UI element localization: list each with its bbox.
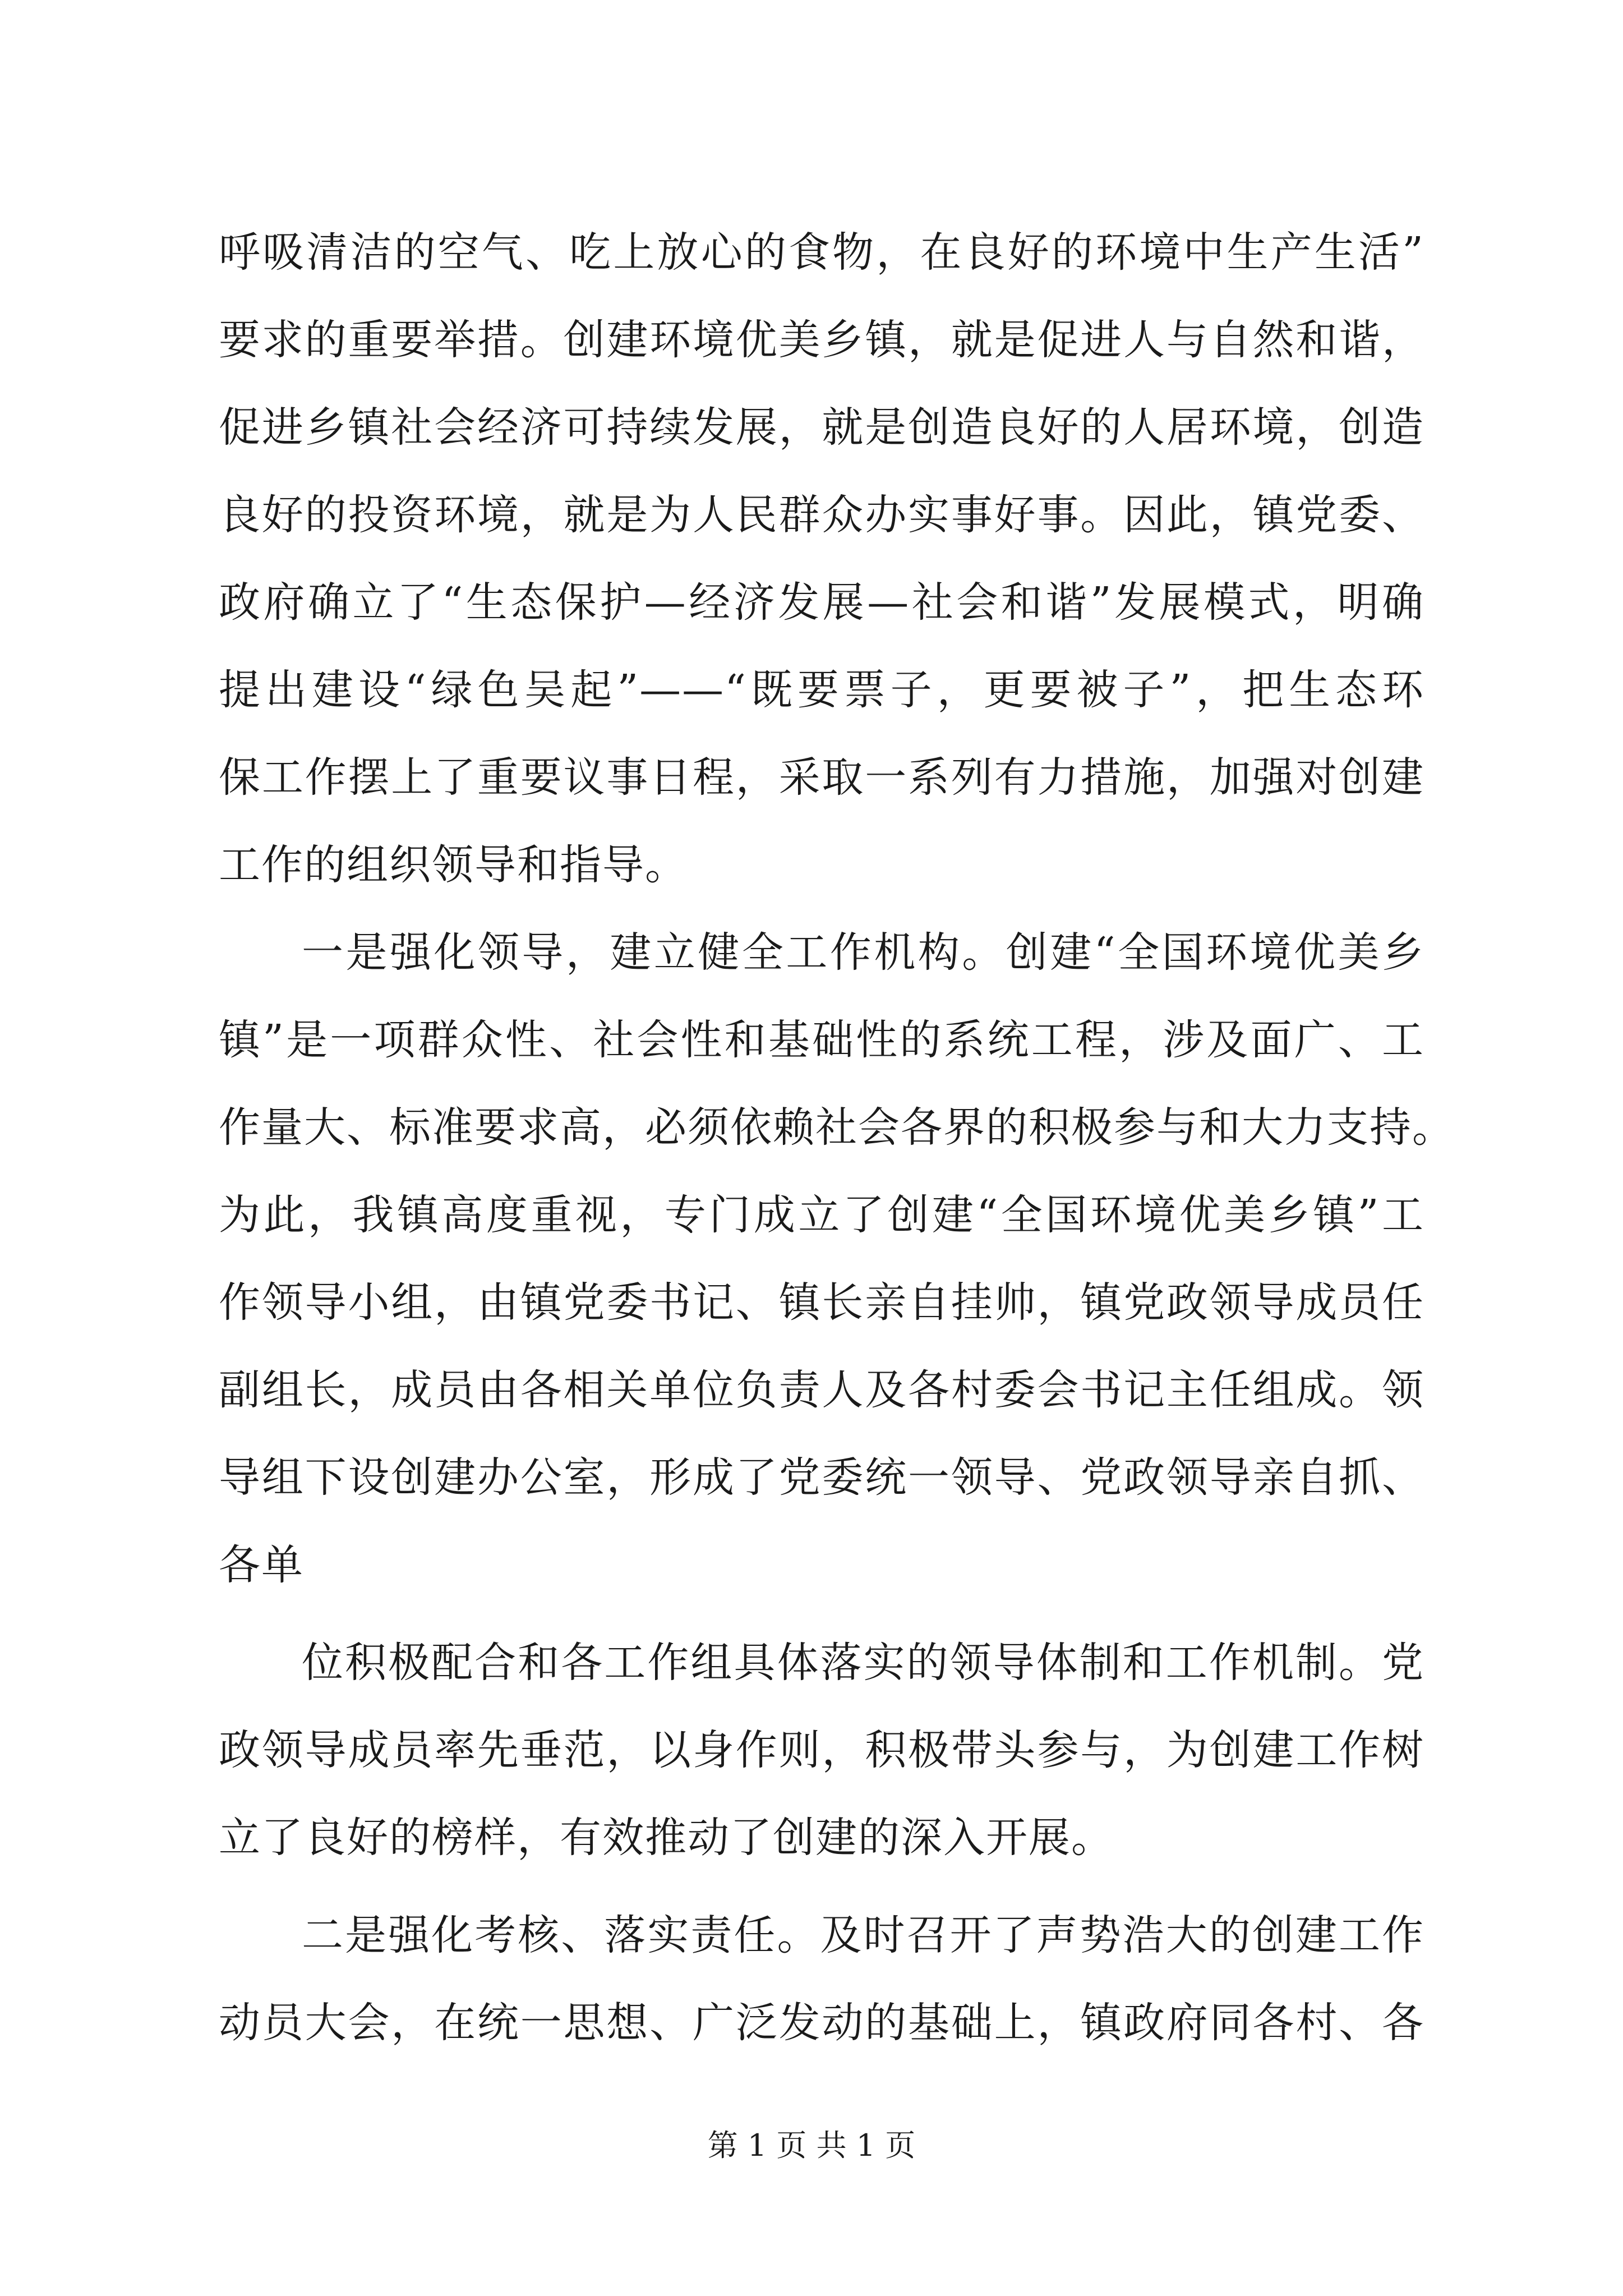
document-body <box>219 209 1455 2067</box>
text-line: 呼吸清洁的空气、吃上放心的食物，在良好的环境中生产生活” <box>219 228 1424 277</box>
text-line: 作领导小组，由镇党委书记、镇长亲自挂帅，镇党政领导成员任 <box>219 1278 1424 1327</box>
paragraph-gap <box>219 1881 1424 1892</box>
text-line: 提出建设“绿色吴起”——“既要票子，更要被子”，把生态环 <box>219 666 1424 714</box>
page-number-footer: 第 1 页 共 1 页 <box>707 2128 916 2163</box>
text-line: 镇”是一项群众性、社会性和基础性的系统工程，涉及面广、工 <box>219 1016 1424 1064</box>
text-line: 为此，我镇高度重视，专门成立了创建“全国环境优美乡镇”工 <box>219 1191 1424 1239</box>
text-line: 位积极配合和各工作组具体落实的领导体制和工作机制。党 <box>302 1639 1424 1687</box>
text-line: 政领导成员率先垂范，以身作则，积极带头参与，为创建工作树 <box>219 1726 1424 1774</box>
paragraph-gap <box>219 1609 1424 1619</box>
text-line: 立了良好的榜样，有效推动了创建的深入开展。 <box>219 1814 1114 1862</box>
text-line: 动员大会，在统一思想、广泛发动的基础上，镇政府同各村、各 <box>219 1999 1424 2047</box>
text-line: 导组下设创建办公室，形成了党委统一领导、党政领导亲自抓、 <box>219 1453 1424 1502</box>
text-line: 二是强化考核、落实责任。及时召开了声势浩大的创建工作 <box>302 1911 1424 1959</box>
text-line: 各单 <box>219 1541 304 1589</box>
text-line: 促进乡镇社会经济可持续发展，就是创造良好的人居环境，创造 <box>219 403 1424 452</box>
text-line: 良好的投资环境，就是为人民群众办实事好事。因此，镇党委、 <box>219 491 1424 539</box>
text-line: 要求的重要举措。创建环境优美乡镇，就是促进人与自然和谐， <box>219 316 1424 364</box>
text-line: 工作的组织领导和指导。 <box>219 841 688 889</box>
text-line: 副组长，成员由各相关单位负责人及各村委会书记主任组成。领 <box>219 1366 1424 1414</box>
text-line: 一是强化领导，建立健全工作机构。创建“全国环境优美乡 <box>302 928 1424 977</box>
text-line: 政府确立了“生态保护—经济发展—社会和谐”发展模式，明确 <box>219 578 1424 627</box>
text-line: 作量大、标准要求高，必须依赖社会各界的积极参与和大力支持。 <box>219 1103 1455 1152</box>
text-line: 保工作摆上了重要议事日程，采取一系列有力措施，加强对创建 <box>219 753 1424 802</box>
